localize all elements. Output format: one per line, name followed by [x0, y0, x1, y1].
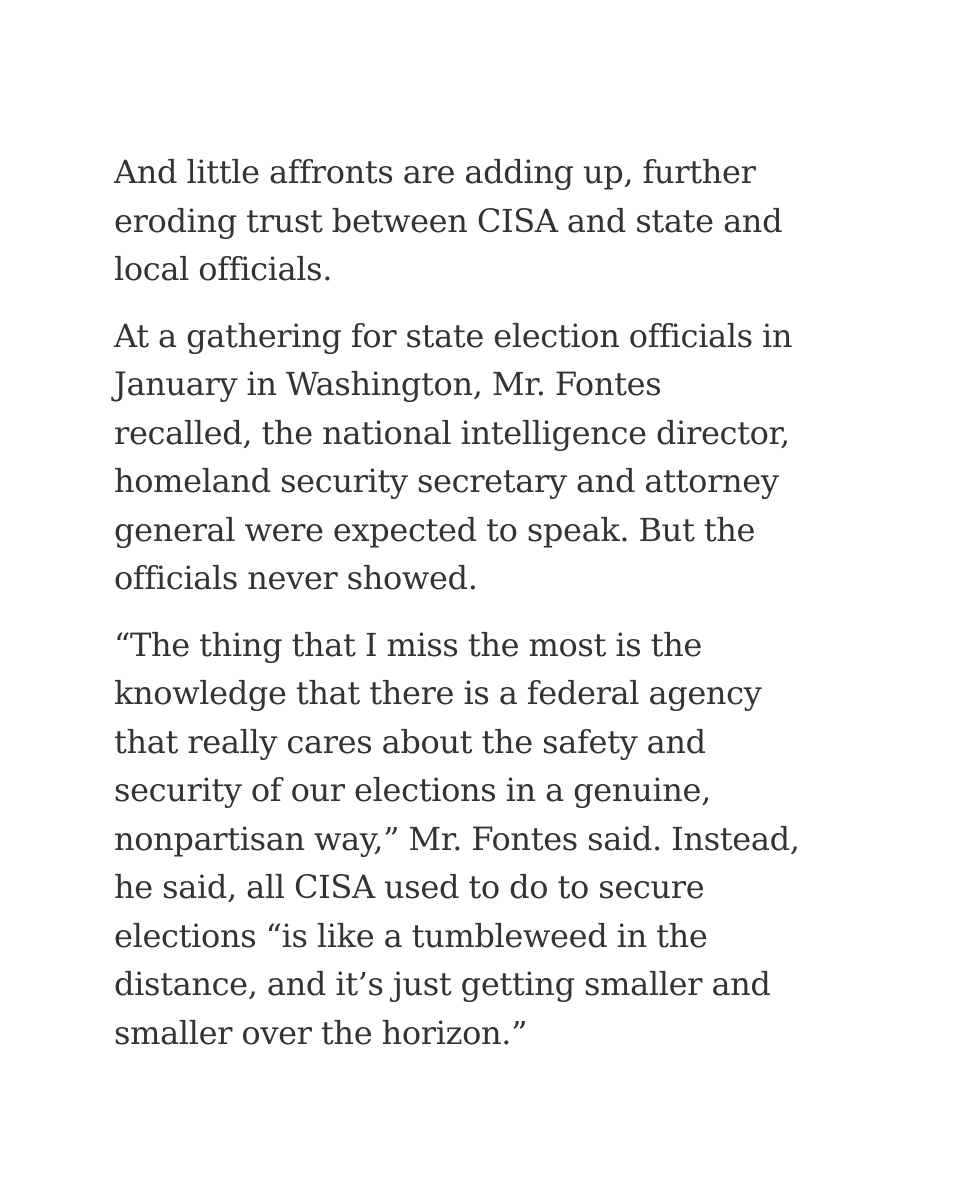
text-line: recalled, the national intelligence director, — [114, 413, 790, 452]
paragraph-affronts — [114, 148, 854, 294]
text-line: At a gathering for state election officials in — [114, 316, 793, 355]
text-line: “The thing that I miss the most is the — [114, 625, 702, 664]
article-body — [114, 148, 854, 1057]
text-line: And little affronts are adding up, further — [114, 153, 756, 191]
text-line: general were expected to speak. But the — [114, 510, 756, 549]
text-line: that really cares about the safety and — [114, 722, 706, 761]
text-line: knowledge that there is a federal agency — [114, 674, 762, 712]
text-line: he said, all CISA used to do to secure — [114, 868, 705, 906]
text-line: officials never showed. — [114, 559, 478, 597]
text-line: smaller over the horizon.” — [114, 1013, 528, 1052]
text-line: nonpartisan way,” Mr. Fontes said. Instead, — [114, 819, 800, 858]
text-line: eroding trust between CISA and state and — [114, 201, 783, 240]
text-line: homeland security secretary and attorney — [114, 462, 779, 500]
text-line: security of our elections in a genuine, — [114, 771, 711, 809]
paragraph-fontes-quote — [114, 621, 854, 1058]
text-line: January in Washington, Mr. Fontes — [114, 365, 662, 403]
paragraph-gathering — [114, 312, 854, 603]
text-line: distance, and it’s just getting smaller and — [114, 965, 771, 1003]
text-line: elections “is like a tumbleweed in the — [114, 916, 708, 955]
text-line: local officials. — [114, 250, 333, 288]
